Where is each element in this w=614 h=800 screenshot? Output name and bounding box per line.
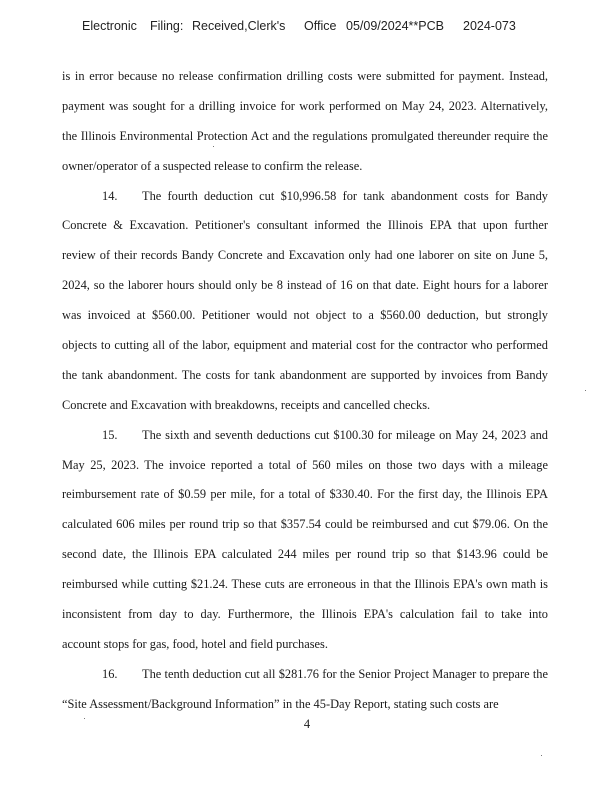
paragraph-16-first-line [62,660,548,690]
text-line: The tenth deduction cut all $281.76 for the Senior Project Manager to prepare the [142,666,548,681]
text-line: objects to cutting all of the labor, equipment and material cost for the contractor who performed [62,338,548,353]
text-line: account stops for gas, food, hotel and field purchases. [62,636,328,651]
paragraph-number: 15. [102,427,118,442]
text-line: reimbursed while cutting $21.24. These cuts are erroneous in that the Illinois EPA's own math is [62,577,548,592]
header-date-pcb: 05/09/2024**PCB [346,19,444,33]
document-body [62,62,548,720]
text-line: is in error because no release confirmation drilling costs were submitted for payment. Instead, [62,69,548,83]
paragraph-number: 16. [102,666,118,681]
text-line: calculated 606 miles per round trip so that $357.54 could be reimbursed and cut $79.06. On the [62,517,548,532]
text-line: Concrete & Excavation. Petitioner's consultant informed the Illinois EPA that upon further [62,218,548,233]
paragraph-number: 14. [102,188,118,203]
text-line: 2024, so the laborer hours should only be 8 instead of 16 on that date. Eight hours for a laborer [62,278,548,293]
text-line: owner/operator of a suspected release to confirm the release. [62,158,363,173]
text-line: reimbursement rate of $0.59 per mile, for a total of $330.40. For the first day, the Illinois EPA [62,487,548,502]
scan-speck [84,718,85,719]
header-filing: Filing: [150,19,184,33]
paragraph-14-first-line [62,182,548,212]
text-line: inconsistent from day to day. Furthermore, the Illinois EPA's calculation fail to take into [62,607,548,622]
header-case-number: 2024-073 [463,19,516,33]
header-electronic: Electronic [82,19,137,33]
paragraph-15-first-line [62,421,548,451]
scan-speck [541,755,542,756]
text-line: May 25, 2023. The invoice reported a total of 560 miles on those two days with a mileage [62,457,548,472]
text-line: The fourth deduction cut $10,996.58 for tank abandonment costs for Bandy [142,188,548,203]
header-office: Office [304,19,337,33]
text-line: payment was sought for a drilling invoice for work performed on May 24, 2023. Alternatively, [62,98,548,113]
scan-speck [213,146,214,147]
text-line: second date, the Illinois EPA calculated 244 miles per round trip so that $143.96 could be [62,547,548,562]
text-line: was invoiced at $560.00. Petitioner would not object to a $560.00 deduction, but strongly [62,308,548,323]
page-number: 4 [303,717,311,731]
text-line: the Illinois Environmental Protection Act and the regulations promulgated thereunder require the [62,128,548,143]
text-line: the tank abandonment. The costs for tank abandonment are supported by invoices from Bandy [62,367,548,382]
text-line: “Site Assessment/Background Information” in the 45-Day Report, stating such costs are [62,696,499,711]
text-line: review of their records Bandy Concrete and Excavation only had one laborer on site on June 5, [62,248,548,263]
scan-speck [585,390,586,391]
text-line: Concrete and Excavation with breakdowns, receipts and cancelled checks. [62,397,431,412]
header-received-clerks: Received,Clerk's [192,19,286,33]
text-line: The sixth and seventh deductions cut $100.30 for mileage on May 24, 2023 and [142,427,548,442]
